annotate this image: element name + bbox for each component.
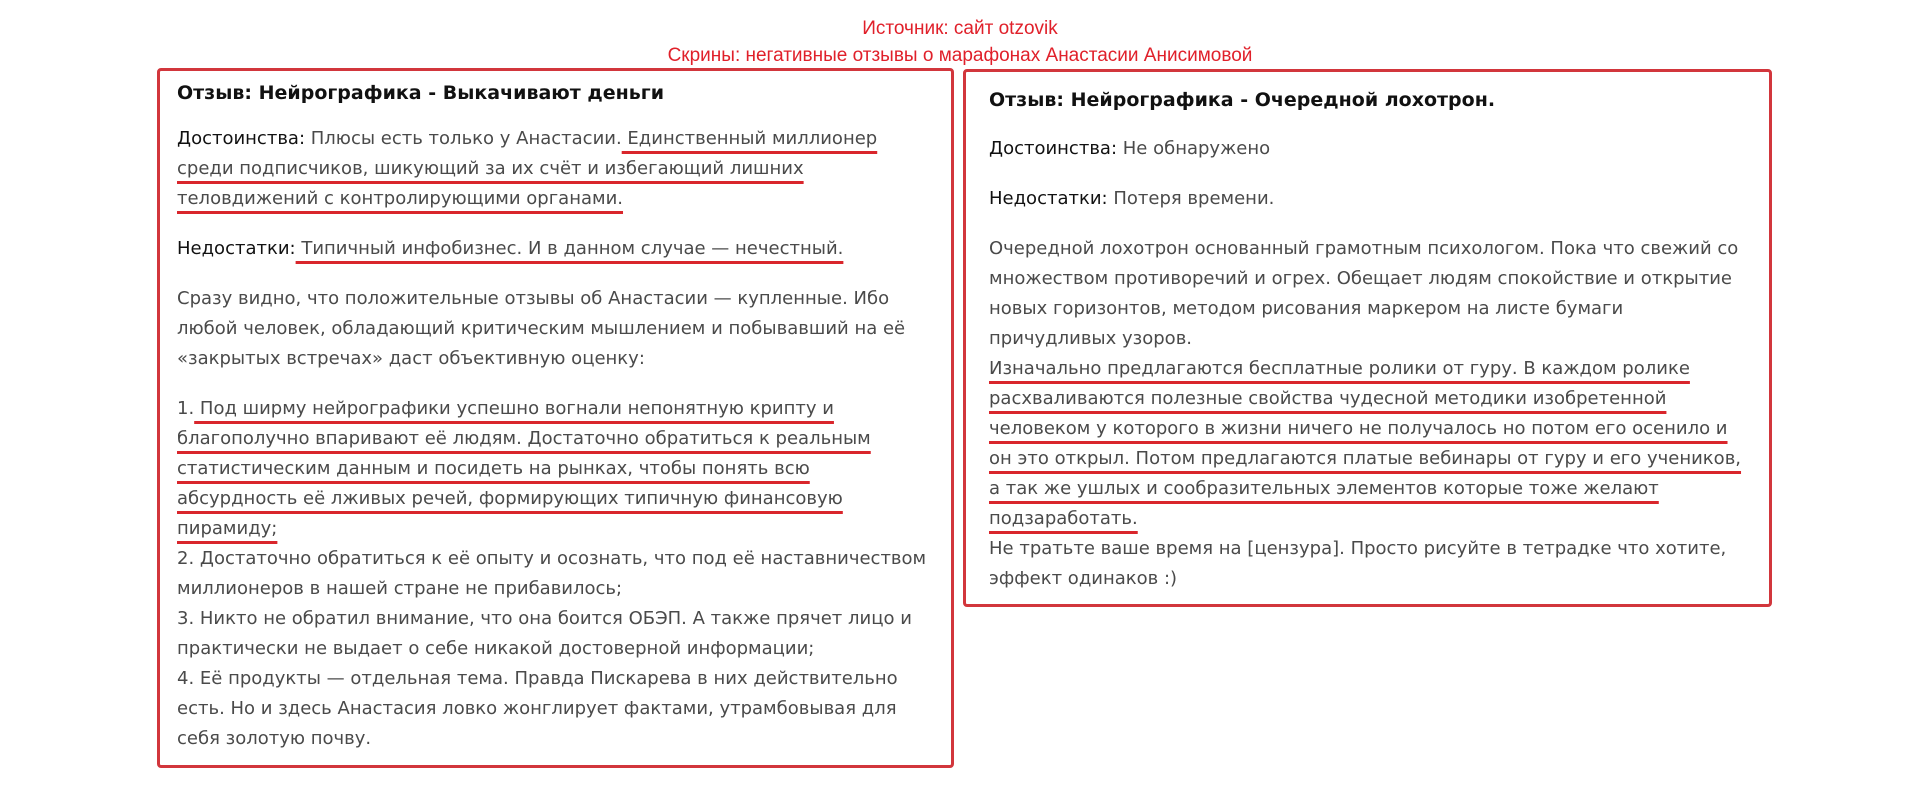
cons-underlined-text: Типичный инфобизнес. И в данном случае — нечестный. — [295, 238, 844, 259]
review-card-left — [157, 68, 954, 768]
screens-caption: Скрины: негативные отзывы о марафонах Анастасии Анисимовой — [667, 45, 1253, 66]
review-body — [989, 234, 1751, 594]
review-card-right — [963, 69, 1772, 607]
pros-underlined-text: Единственный миллионер среди подписчиков, шикующий за их счёт и избегающий лишних теловдижений с контролирующими органами. — [177, 128, 878, 209]
review-ending: Не тратьте ваше время на [цензура]. Просто рисуйте в тетрадке что хотите, эффект одинаков :) — [989, 538, 1727, 589]
review-title: Отзыв: Нейрографика - Очередной лохотрон. — [989, 89, 1496, 111]
pros-text: Не обнаружено — [1117, 138, 1271, 159]
source-caption: Источник: сайт otzovik — [862, 18, 1058, 39]
pros-label: Достоинства: — [989, 138, 1118, 159]
list-item-4: 4. Её продукты — отдельная тема. Правда Пискарева в них действительно есть. Но и здесь Анастасия ловко жонглирует фактами, утрамбовывая для себя золотую почву. — [177, 668, 898, 749]
review-body-underlined: Изначально предлагаются бесплатные ролики от гуру. В каждом ролике расхваливаются полезные свойства чудесной методики изобретенной человеком у которого в жизни ничего не получалось но потом его осенило и он это открыл. Потом предлагаются платые вебинары от гуру и его учеников, а так же ушлых и сообразительных элементов которые тоже желают подзаработать. — [989, 358, 1742, 529]
review-cons — [989, 184, 1751, 214]
review-pros — [177, 124, 935, 214]
cons-text: Потеря времени. — [1107, 188, 1275, 209]
pros-text: Плюсы есть только у Анастасии. — [305, 128, 622, 149]
review-title: Отзыв: Нейрографика - Выкачивают деньги — [177, 82, 665, 104]
review-body-plain: Очередной лохотрон основанный грамотным психологом. Пока что свежий со множеством противоречий и огрех. Обещает людям спокойствие и открытие новых горизонтов, методом рисования маркером на листе бумаги причудливых узоров. — [989, 238, 1739, 349]
cons-label: Недостатки: — [177, 238, 296, 259]
review-pros — [989, 134, 1751, 164]
list-item-1-underlined: Под ширму нейрографики успешно вогнали непонятную крипту и благополучно впаривают её людям. Достаточно обратиться к реальным статистическим данным и посидеть на рынках, чтобы понять всю абсурдность её лживых речей, формирующих типичную финансовую пирамиду; — [177, 398, 871, 539]
list-item-number: 1. — [177, 398, 195, 419]
pros-label: Достоинства: — [177, 128, 306, 149]
list-item-2: 2. Достаточно обратиться к её опыту и осознать, что под её наставничеством миллионеров в нашей стране не прибавилось; — [177, 548, 927, 599]
review-intro: Сразу видно, что положительные отзывы об Анастасии — купленные. Ибо любой человек, обладающий критическим мышлением и побывавший на её «закрытых встречах» даст объективную оценку: — [177, 288, 906, 369]
review-cons — [177, 234, 935, 264]
list-item-3: 3. Никто не обратил внимание, что она боится ОБЭП. А также прячет лицо и практически не выдает о себе никакой достоверной информации; — [177, 608, 912, 659]
list-item-1 — [177, 394, 935, 544]
cons-label: Недостатки: — [989, 188, 1108, 209]
